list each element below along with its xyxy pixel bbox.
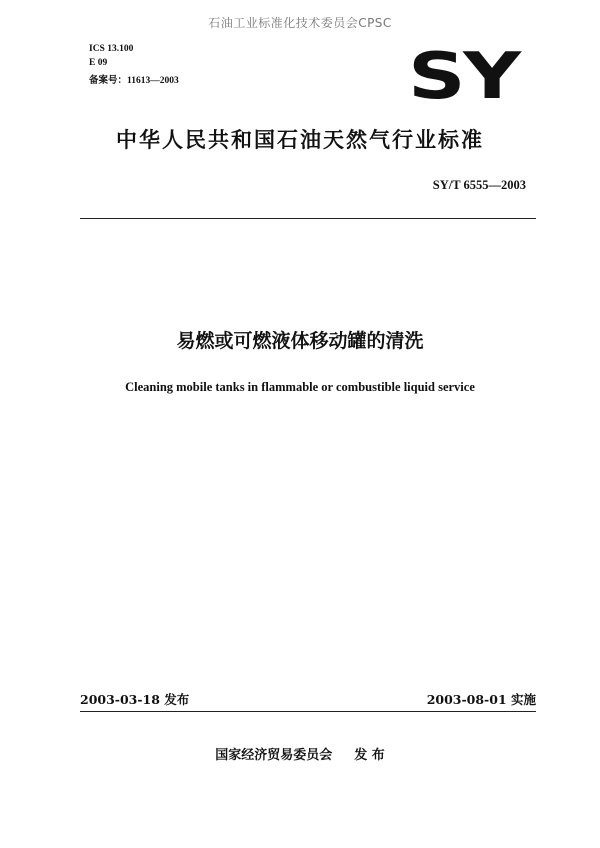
issue-date: 2003-03-18 发布 xyxy=(80,692,190,707)
filing-number: 备案号：11613—2003 xyxy=(89,76,179,86)
ics-number: ICS 13.100 xyxy=(89,44,134,54)
classification-code: E 09 xyxy=(89,58,108,68)
implementation-date: 2003-08-01 实施 xyxy=(426,692,536,707)
sy-logo: SY xyxy=(408,40,519,114)
document-title-en: Cleaning mobile tanks in flammable or combustible liquid service xyxy=(125,380,475,394)
footer-divider xyxy=(80,711,536,712)
watermark-text: 石油工业标准化技术委员会CPSC xyxy=(208,16,392,30)
standard-category-title: 中华人民共和国石油天然气行业标准 xyxy=(116,128,484,152)
document-title-zh: 易燃或可燃液体移动罐的清洗 xyxy=(176,330,424,352)
publisher-action: 发 布 xyxy=(354,748,385,763)
publisher-name: 国家经济贸易委员会 xyxy=(215,748,333,763)
standard-code: SY/T 6555—2003 xyxy=(432,178,526,192)
header-divider xyxy=(80,218,536,219)
publisher-line xyxy=(0,744,600,763)
